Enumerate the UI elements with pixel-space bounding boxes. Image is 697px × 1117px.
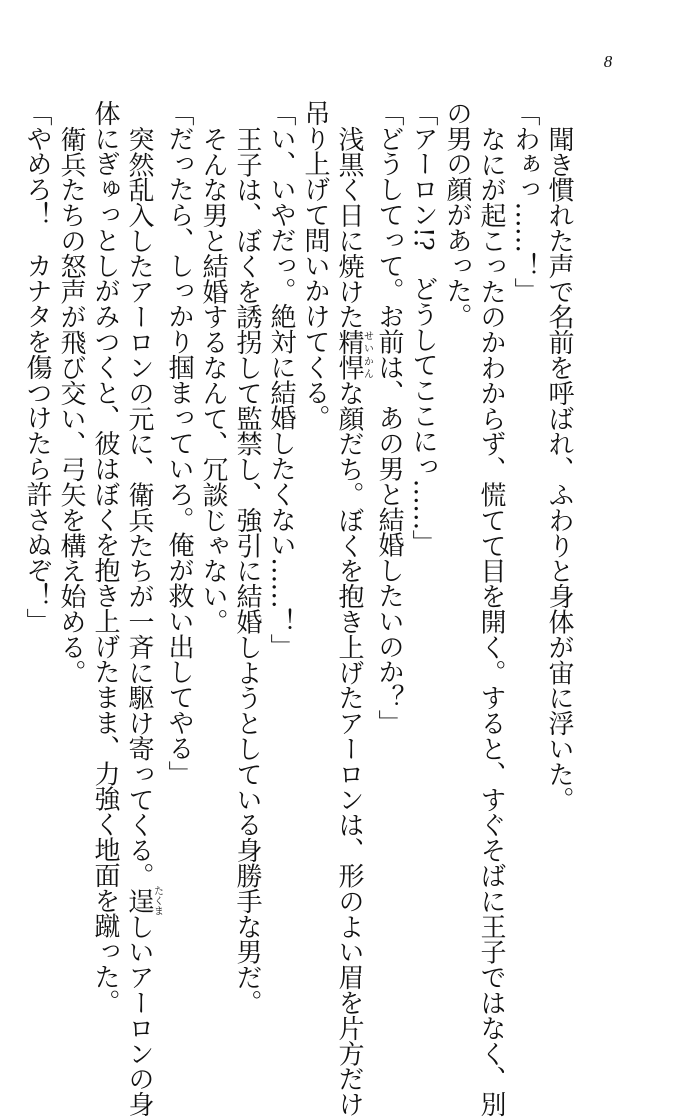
text-line: 「わぁっ……！」 [510, 100, 540, 304]
text-line: 「やめろ！ カナタを傷つけたら許さぬぞ！」 [22, 100, 52, 634]
ruby-annotation [124, 885, 163, 916]
text-line: 「い、いやだっ。絶対に結婚したくない……！」 [266, 100, 296, 659]
ruby-base: 逞 [124, 885, 154, 916]
text-line: そんな男と結婚するなんて、冗談じゃない。 [198, 126, 228, 635]
page-number: 8 [603, 52, 613, 71]
ruby-reading: たくま [151, 885, 163, 916]
text-line: 「どうしてって。お前は、あの男と結婚したいのか？」 [374, 100, 404, 736]
text-line-with-ruby [122, 100, 163, 1117]
text-line: なにが起こったのかわからず、慌てて目を開く。すると、すぐそばに王子ではなく、別 [476, 126, 506, 1117]
text-line: 「アーロン!? どうしてここにっ……」 [408, 100, 438, 555]
text-line-with-ruby [332, 100, 373, 1117]
text-line: 衛兵たちの怒声が飛び交い、弓矢を構え始める。 [56, 126, 86, 685]
text-segment: 突然乱入したアーロンの元に、衛兵たちが一斉に駆け寄ってくる。 [124, 126, 154, 889]
ruby-reading: せいかん [361, 329, 373, 380]
text-line: 「だったら、しっかり掴まっていろ。俺が救い出してやる」 [164, 100, 194, 786]
text-line: の男の顔があった。 [442, 100, 472, 329]
text-line: 王子は、ぼくを誘拐して監禁し、強引に結婚しようとしている身勝手な男だ。 [232, 126, 262, 1016]
text-segment: しいアーロンの身 [124, 913, 154, 1117]
ruby-annotation [334, 329, 373, 381]
text-line: 吊り上げて問いかけてくる。 [300, 100, 330, 431]
text-line: 体にぎゅっとしがみつくと、彼はぼくを抱き上げたまま、力強く地面を蹴った。 [90, 100, 120, 1015]
vertical-text-body [22, 100, 576, 1117]
ruby-base: 精悍 [334, 329, 364, 381]
text-segment: な顔だち。ぼくを抱き上げたアーロンは、形のよい眉を片方だけ [334, 380, 364, 1117]
text-segment: 浅黒く日に焼けた [334, 126, 364, 330]
text-line: 聞き慣れた声で名前を呼ばれ、ふわりと身体が宙に浮いた。 [544, 126, 574, 812]
